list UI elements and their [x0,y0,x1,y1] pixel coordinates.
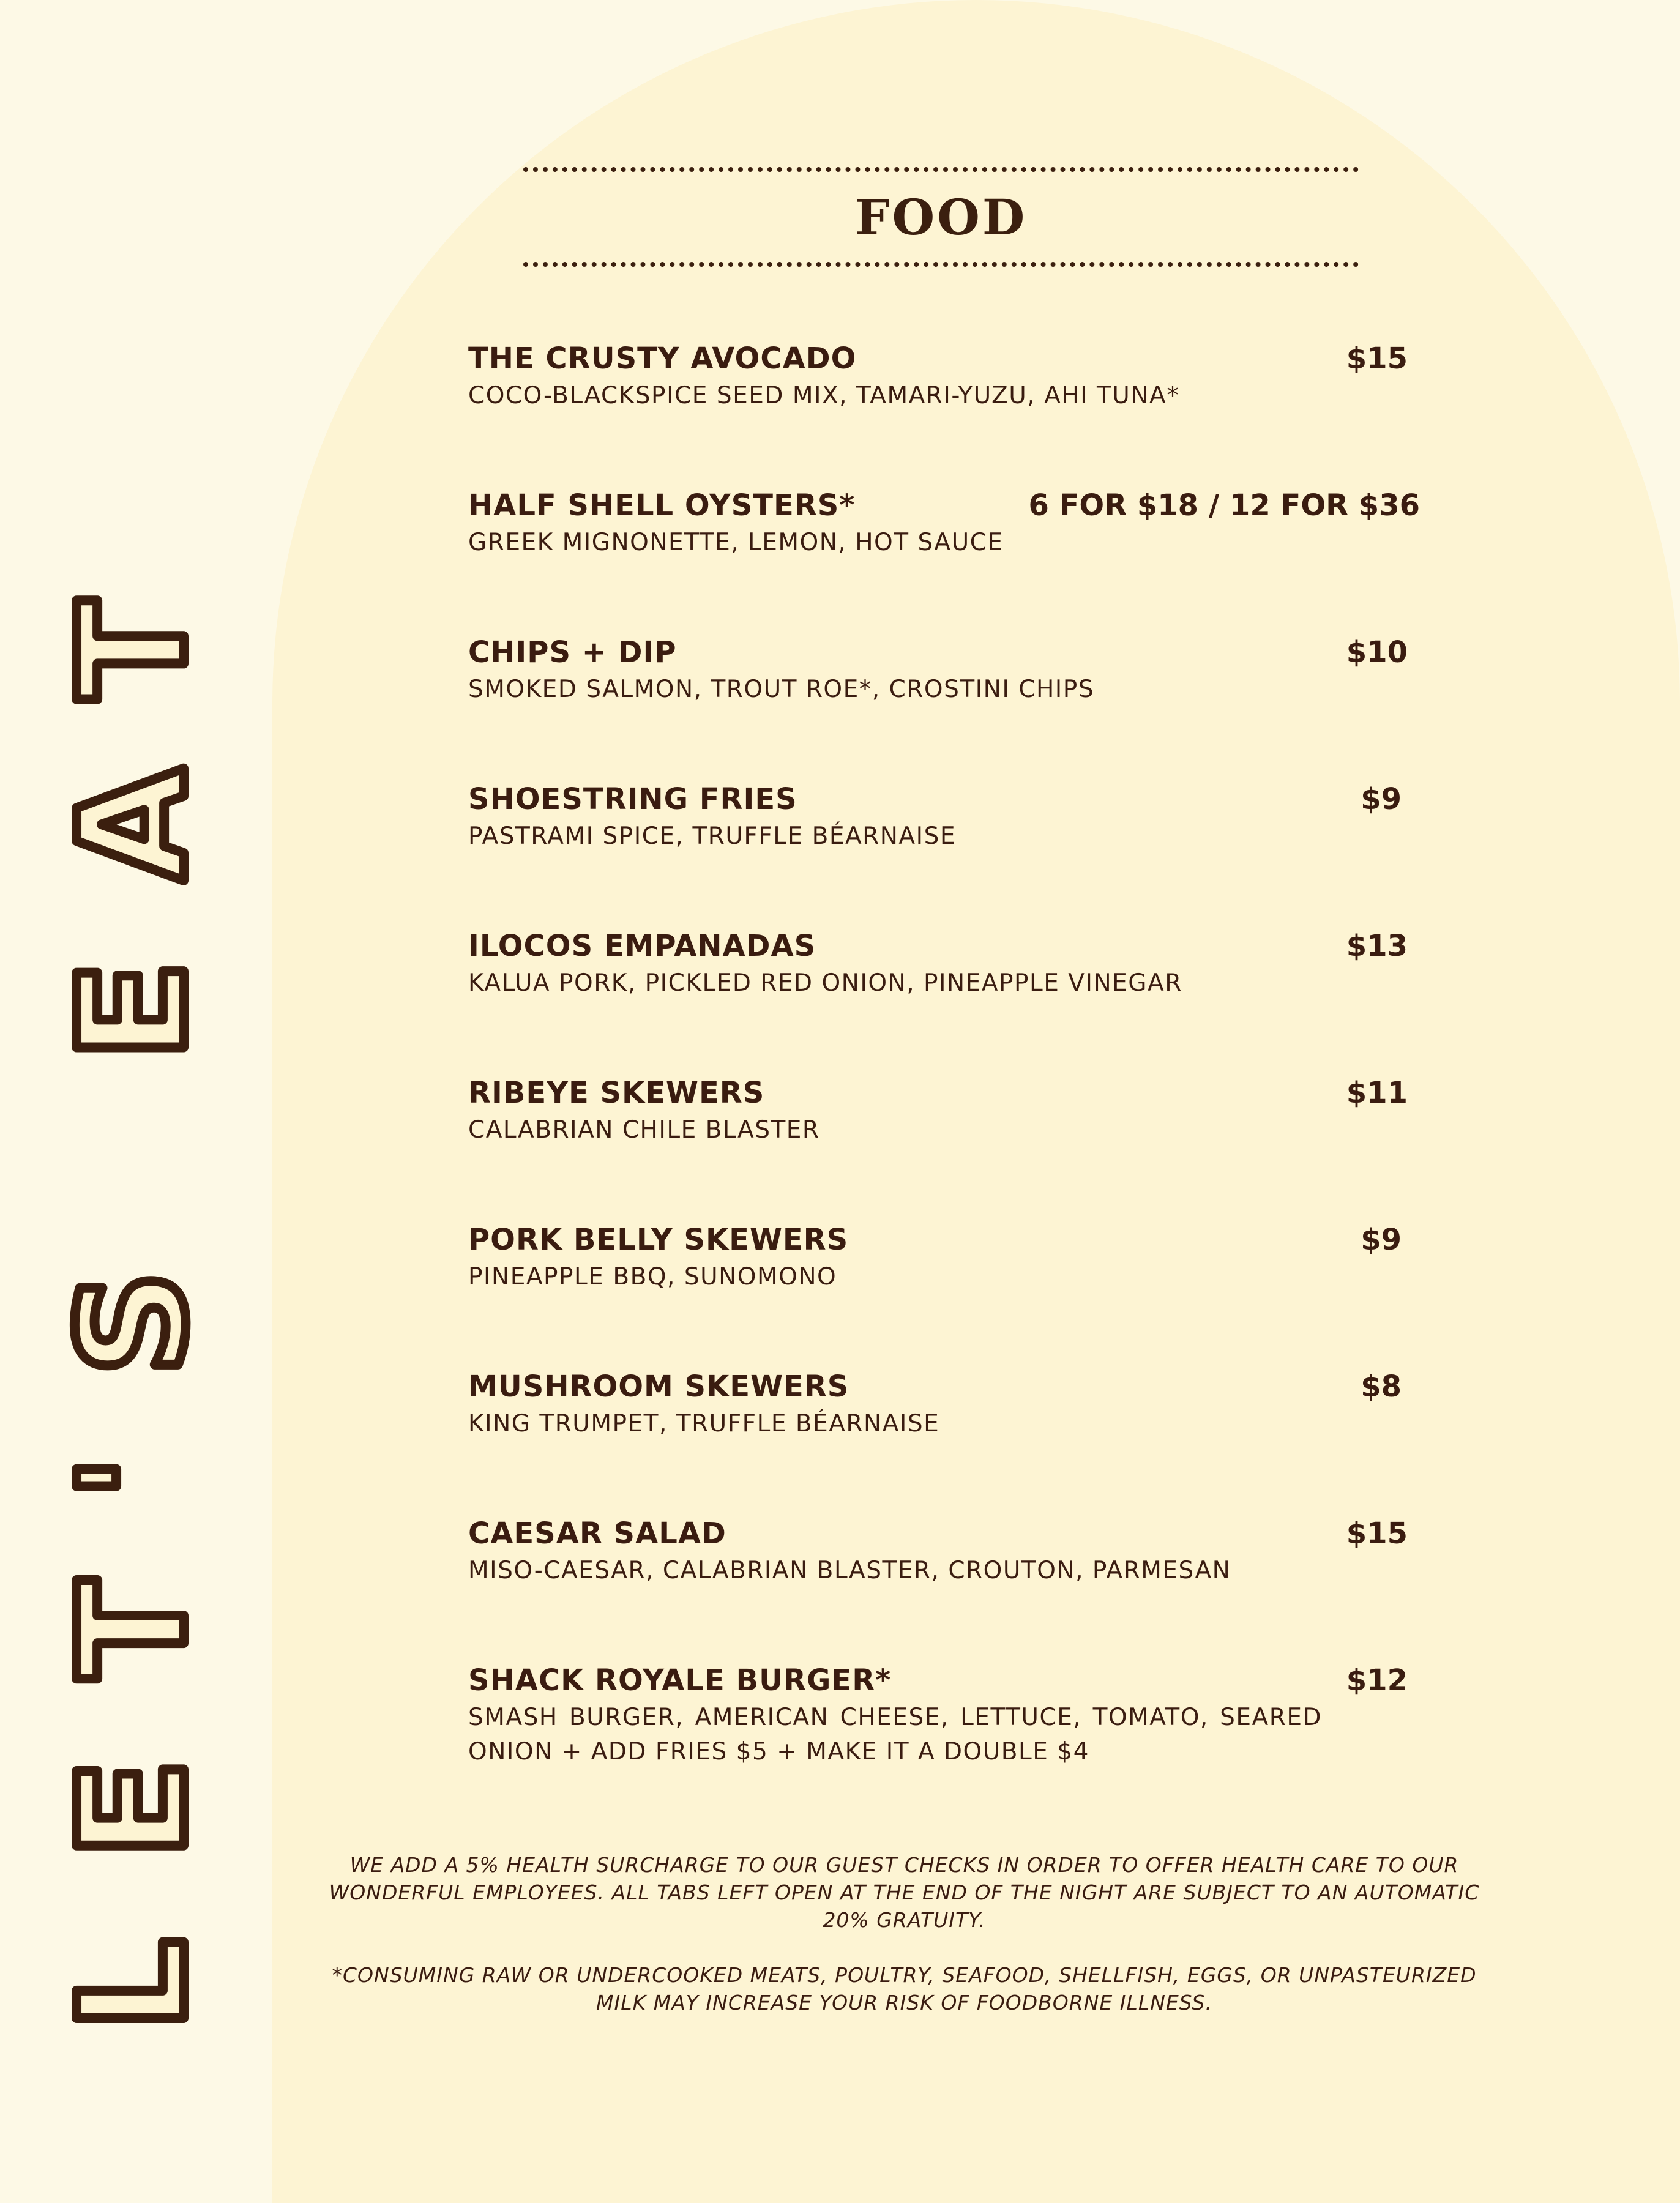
item-price: $10 [1346,635,1408,669]
side-title [47,563,218,2032]
menu-item [468,1074,1420,1147]
footer-notes [318,1851,1490,2044]
menu-item [468,340,1420,413]
menu-item [468,927,1420,1001]
item-price: 6 FOR $18 / 12 FOR $36 [1028,488,1420,523]
bottom-dotted-divider [523,262,1359,267]
item-description: PINEAPPLE BBQ, SUNOMONO [468,1263,837,1291]
item-description: KALUA PORK, PICKLED RED ONION, PINEAPPLE VINEGAR [468,969,1182,997]
item-description: CALABRIAN CHILE BLASTER [468,1116,820,1144]
menu-item [468,633,1420,707]
item-name: SHACK ROYALE BURGER* [468,1663,892,1698]
menu-item [468,1515,1420,1588]
item-name: CAESAR SALAD [468,1516,726,1551]
item-description: PASTRAMI SPICE, TRUFFLE BÉARNAISE [468,822,956,850]
item-price: $15 [1346,341,1408,376]
item-description: MISO-CAESAR, CALABRIAN BLASTER, CROUTON, PARMESAN [468,1557,1231,1584]
item-name: RIBEYE SKEWERS [468,1076,765,1110]
item-name: HALF SHELL OYSTERS* [468,488,856,523]
item-description: SMASH BURGER, AMERICAN CHEESE, LETTUCE, TOMATO, SEARED ONION + ADD FRIES $5 + MAKE IT A DOUBLE $4 [468,1704,1322,1765]
item-name: MUSHROOM SKEWERS [468,1370,849,1404]
item-price: $12 [1346,1663,1408,1698]
item-description: GREEK MIGNONETTE, LEMON, HOT SAUCE [468,529,1004,556]
item-description: SMOKED SALMON, TROUT ROE*, CROSTINI CHIPS [468,676,1095,703]
item-name: CHIPS + DIP [468,635,677,669]
item-name: PORK BELLY SKEWERS [468,1223,849,1257]
menu-item [468,780,1420,854]
item-description: COCO-BLACKSPICE SEED MIX, TAMARI-YUZU, AHI TUNA* [468,382,1180,409]
item-price: $9 [1361,1223,1402,1257]
item-price: $11 [1346,1076,1408,1110]
menu-item [468,1368,1420,1441]
side-title-text: LET'S EAT [47,563,218,2032]
menu-item [468,1221,1420,1294]
top-dotted-divider [523,167,1359,172]
menu-item [468,486,1420,560]
item-price: $9 [1361,782,1402,816]
menu-item [468,1661,1420,1769]
item-price: $15 [1346,1516,1408,1551]
item-name: SHOESTRING FRIES [468,782,797,816]
item-price: $13 [1346,929,1408,963]
section-title: FOOD [854,188,1028,246]
consumer-advisory-note: *CONSUMING RAW OR UNDERCOOKED MEATS, POULTRY, SEAFOOD, SHELLFISH, EGGS, OR UNPASTEURIZED MILK MAY INCREASE YOUR RISK OF FOODBORNE ILLNESS. [332,1963,1477,2015]
item-name: THE CRUSTY AVOCADO [468,341,857,376]
item-price: $8 [1361,1370,1402,1404]
surcharge-note: WE ADD A 5% HEALTH SURCHARGE TO OUR GUEST CHECKS IN ORDER TO OFFER HEALTH CARE TO OUR WONDERFUL EMPLOYEES. ALL TABS LEFT OPEN AT THE END OF THE NIGHT ARE SUBJECT TO AN AUTOMATIC 20% GRATUITY. [329,1853,1480,1932]
item-name: ILOCOS EMPANADAS [468,929,816,963]
item-description: KING TRUMPET, TRUFFLE BÉARNAISE [468,1410,940,1437]
